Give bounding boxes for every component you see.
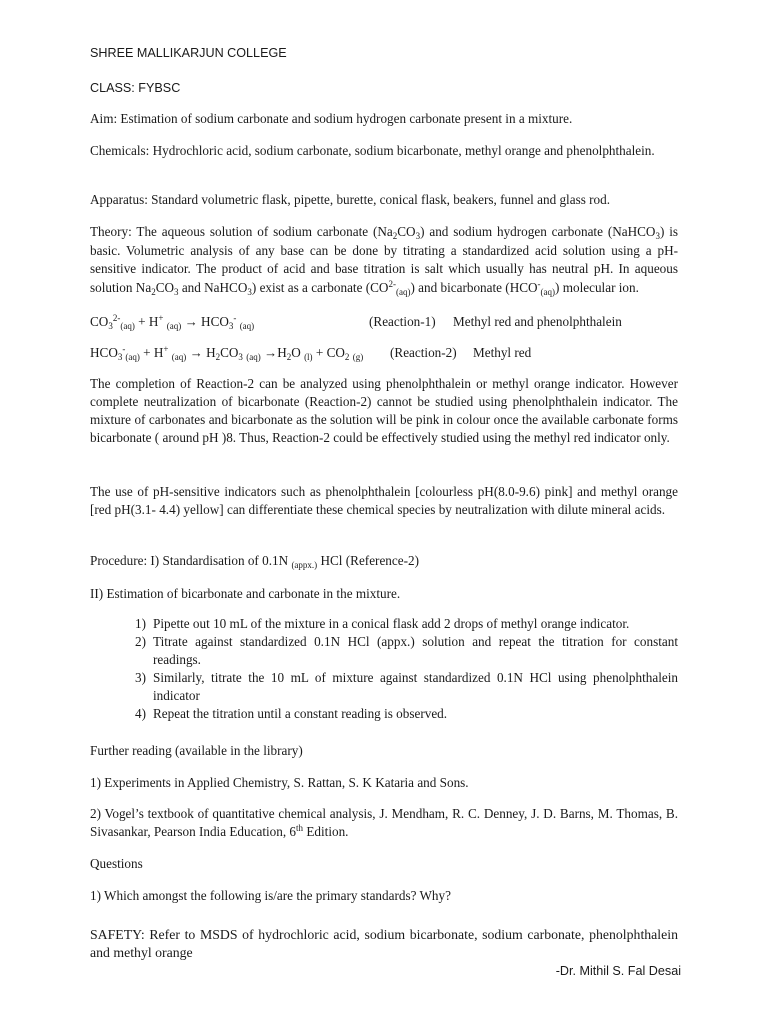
procedure-steps: [90, 615, 678, 723]
list-item: 3) Similarly, titrate the 10 mL of mixture against standardized 0.1N HCl using phenolphthalein indicator: [135, 670, 678, 703]
arrow-icon: →: [184, 314, 198, 329]
completion-paragraph: The completion of Reaction-2 can be analyzed using phenolphthalein or methyl orange indicator. However complete neutralization of bicarbonate (Reaction-2) cannot be studied using phenolphthalein indicator. The mixture of carbonates and bicarbonate as the solution will be pink in colour once the available carbonate forms bicarbonate ( around pH )8. Thus, Reaction-2 could be effectively studied using the methyl red indicator only.: [90, 376, 678, 445]
class-label: CLASS: FYBSC: [90, 81, 181, 95]
safety-paragraph: SAFETY: Refer to MSDS of hydrochloric acid, sodium bicarbonate, sodium carbonate, phenolphthalein and methyl orange: [90, 927, 678, 960]
list-item: 1) Pipette out 10 mL of the mixture in a conical flask add 2 drops of methyl orange indicator.: [135, 616, 630, 631]
apparatus-paragraph: Apparatus: Standard volumetric flask, pipette, burette, conical flask, beakers, funnel and glass rod.: [90, 192, 611, 207]
reaction-2-label: (Reaction-2): [390, 345, 457, 360]
reaction-2-indicator: Methyl red: [473, 345, 532, 360]
arrow-icon: →: [189, 345, 203, 360]
reaction-1-label: (Reaction-1): [369, 314, 436, 329]
procedure-part-1: Procedure: I) Standardisation of 0.1N $_{(appx.)}$ HCl (Reference-2): [90, 553, 419, 570]
indicators-paragraph: The use of pH-sensitive indicators such as phenolphthalein [colourless pH(8.0-9.6) pink] and methyl orange [red pH(3.1- 4.4) yellow] can differentiate these chemical species by neutralization with dilute mineral acids.: [90, 484, 678, 517]
reaction-1: $CO_3^{2-}_{(aq)} + H^+$ $_{(aq)} \to HCO_3^-$ $_{(aq)}$ (Reaction-1) Methyl red and phenolphthalein: [90, 313, 622, 331]
questions-heading: Questions: [90, 856, 143, 871]
question-1: 1) Which amongst the following is/are the primary standards? Why?: [90, 888, 451, 903]
list-item: 2) Titrate against standardized 0.1N HCl (appx.) solution and repeat the titration for constant readings.: [135, 634, 678, 667]
reference-1: 1) Experiments in Applied Chemistry, S. Rattan, S. K Kataria and Sons.: [90, 775, 469, 790]
arrow-icon: →: [264, 345, 278, 360]
further-reading-heading: Further reading (available in the library): [90, 743, 303, 758]
reaction-1-indicator: Methyl red and phenolphthalein: [453, 314, 622, 329]
list-item: 4) Repeat the titration until a constant reading is observed.: [135, 706, 448, 721]
signature: -Dr. Mithil S. Fal Desai: [555, 964, 681, 978]
college-name: SHREE MALLIKARJUN COLLEGE: [90, 46, 287, 60]
aim-paragraph: Aim: Estimation of sodium carbonate and sodium hydrogen carbonate present in a mixture.: [90, 111, 573, 126]
reaction-2: $HCO_3^-_{(aq)} + H^+$ $_{(aq)} \to H_2CO_3$ $_{(aq)} \to H_2O$ $_{(l)} + CO_2$ $_{(g)}$ (Reaction-2) Methyl red: [90, 344, 532, 362]
reference-2: 2) Vogel’s textbook of quantitative chemical analysis, J. Mendham, R. C. Denney, J. D. Barns, M. Thomas, B. Sivasankar, Pearson India Education, 6th Edition.: [90, 806, 678, 839]
theory-paragraph: Theory: The aqueous solution of sodium carbonate $(Na_2CO_3)$ and sodium hydrogen carbonate (NaHCO$_3$) is basic. Volumetric analysis of any base can be done by titrating a standardized acid solution using a pH-sensitive indicator. The product of acid and base titration is salt which usually has neutral pH. In aqueous solution $Na_2CO_3$ and NaHCO$_3$) exist as a carbonate $(CO^{2-}_{(aq)})$ and bicarbonate $(HCO^-_{(aq)})$ molecular ion.: [90, 224, 679, 297]
procedure-part-2: II) Estimation of bicarbonate and carbonate in the mixture.: [90, 586, 401, 601]
chemicals-paragraph: Chemicals: Hydrochloric acid, sodium carbonate, sodium bicarbonate, methyl orange and phenolphthalein.: [90, 143, 655, 158]
